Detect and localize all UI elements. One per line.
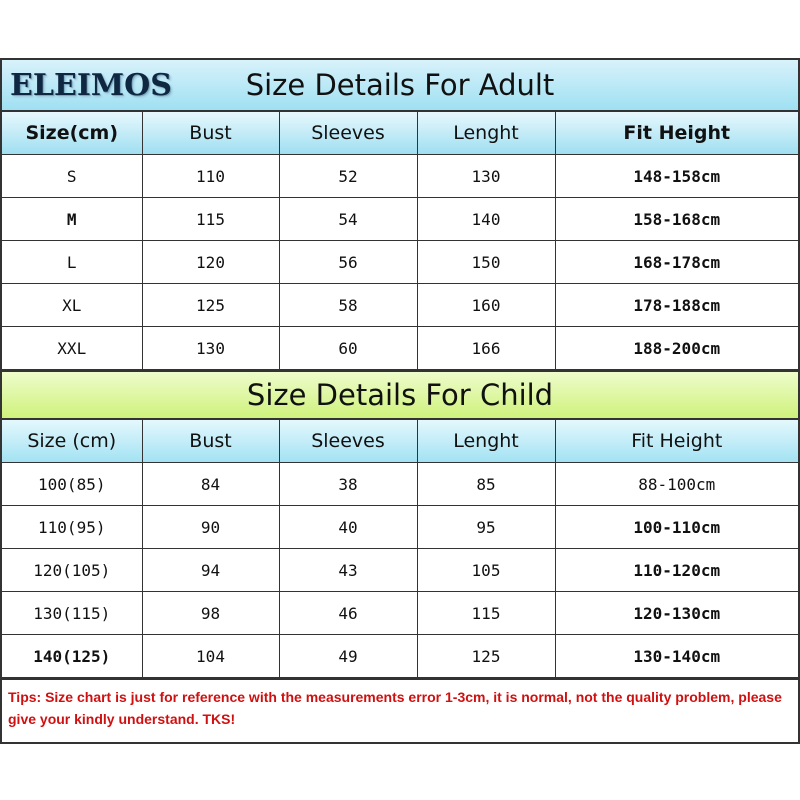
length-cell: 125	[417, 635, 555, 678]
col-length: Lenght	[417, 420, 555, 463]
table-row	[2, 241, 798, 284]
tips-note: Tips: Size chart is just for reference with the measurements error 1-3cm, it is normal, not the quality problem, please give your kindly understand. TKS!	[2, 678, 798, 734]
bust-cell: 130	[142, 327, 279, 370]
sleeves-cell: 46	[279, 592, 417, 635]
size-cell: L	[2, 241, 142, 284]
col-size: Size (cm)	[2, 420, 142, 463]
bust-cell: 94	[142, 549, 279, 592]
table-row	[2, 155, 798, 198]
sleeves-cell: 52	[279, 155, 417, 198]
brand-logo: ELEIMOS	[10, 68, 172, 103]
size-chart	[0, 58, 800, 744]
fit-height-cell: 168-178cm	[555, 241, 798, 284]
bust-cell: 84	[142, 463, 279, 506]
col-size: Size(cm)	[2, 112, 142, 155]
length-cell: 105	[417, 549, 555, 592]
length-cell: 85	[417, 463, 555, 506]
length-cell: 130	[417, 155, 555, 198]
bust-cell: 104	[142, 635, 279, 678]
col-sleeves: Sleeves	[279, 420, 417, 463]
col-fit-height: Fit Height	[555, 112, 798, 155]
size-cell: 140(125)	[2, 635, 142, 678]
child-title-bar	[2, 370, 798, 420]
bust-cell: 90	[142, 506, 279, 549]
size-cell: XXL	[2, 327, 142, 370]
col-fit-height: Fit Height	[555, 420, 798, 463]
fit-height-cell: 88-100cm	[555, 463, 798, 506]
sleeves-cell: 54	[279, 198, 417, 241]
fit-height-cell: 130-140cm	[555, 635, 798, 678]
col-bust: Bust	[142, 420, 279, 463]
sleeves-cell: 49	[279, 635, 417, 678]
table-row	[2, 592, 798, 635]
size-cell: M	[2, 198, 142, 241]
col-length: Lenght	[417, 112, 555, 155]
table-row	[2, 506, 798, 549]
length-cell: 140	[417, 198, 555, 241]
length-cell: 115	[417, 592, 555, 635]
size-cell: 130(115)	[2, 592, 142, 635]
child-size-table	[2, 420, 798, 678]
length-cell: 166	[417, 327, 555, 370]
fit-height-cell: 178-188cm	[555, 284, 798, 327]
bust-cell: 125	[142, 284, 279, 327]
size-cell: S	[2, 155, 142, 198]
size-cell: 100(85)	[2, 463, 142, 506]
length-cell: 160	[417, 284, 555, 327]
child-title: Size Details For Child	[246, 378, 554, 412]
table-row	[2, 635, 798, 678]
bust-cell: 115	[142, 198, 279, 241]
table-row	[2, 198, 798, 241]
length-cell: 150	[417, 241, 555, 284]
table-row	[2, 327, 798, 370]
table-row	[2, 463, 798, 506]
fit-height-cell: 110-120cm	[555, 549, 798, 592]
col-sleeves: Sleeves	[279, 112, 417, 155]
table-row	[2, 549, 798, 592]
size-cell: 110(95)	[2, 506, 142, 549]
bust-cell: 110	[142, 155, 279, 198]
sleeves-cell: 40	[279, 506, 417, 549]
bust-cell: 98	[142, 592, 279, 635]
adult-title: Size Details For Adult	[245, 68, 555, 102]
fit-height-cell: 100-110cm	[555, 506, 798, 549]
adult-header-row	[2, 112, 798, 155]
fit-height-cell: 120-130cm	[555, 592, 798, 635]
adult-title-bar	[2, 60, 798, 112]
col-bust: Bust	[142, 112, 279, 155]
child-header-row	[2, 420, 798, 463]
size-cell: XL	[2, 284, 142, 327]
size-cell: 120(105)	[2, 549, 142, 592]
table-row	[2, 284, 798, 327]
sleeves-cell: 38	[279, 463, 417, 506]
sleeves-cell: 56	[279, 241, 417, 284]
sleeves-cell: 60	[279, 327, 417, 370]
length-cell: 95	[417, 506, 555, 549]
fit-height-cell: 148-158cm	[555, 155, 798, 198]
fit-height-cell: 158-168cm	[555, 198, 798, 241]
adult-size-table	[2, 112, 798, 370]
bust-cell: 120	[142, 241, 279, 284]
fit-height-cell: 188-200cm	[555, 327, 798, 370]
sleeves-cell: 43	[279, 549, 417, 592]
sleeves-cell: 58	[279, 284, 417, 327]
